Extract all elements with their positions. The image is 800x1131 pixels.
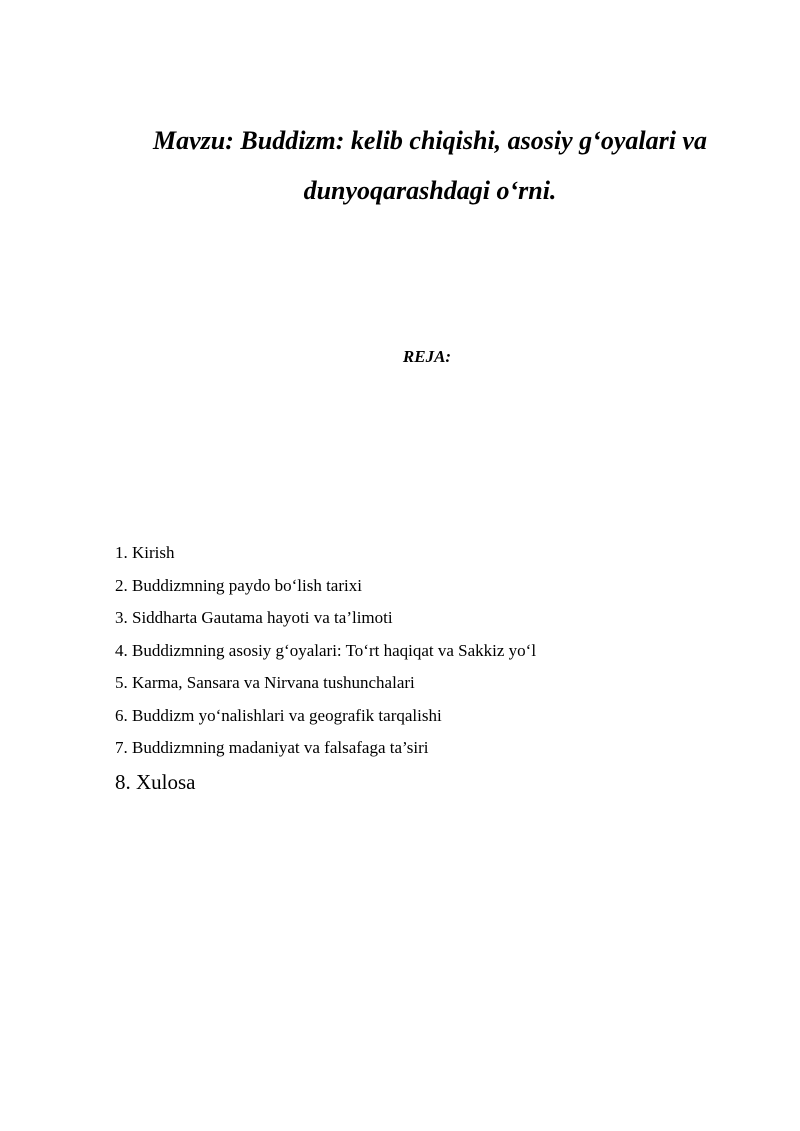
plan-list [115, 537, 755, 799]
document-title-line-1: Mavzu: Buddizm: kelib chiqishi, asosiy g‘oyalari va [153, 126, 707, 155]
plan-item: 3. Siddharta Gautama hayoti va ta’limoti [115, 608, 393, 627]
plan-item: 4. Buddizmning asosiy g‘oyalari: To‘rt haqiqat va Sakkiz yo‘l [115, 640, 537, 660]
plan-item: 8. Xulosa [115, 769, 196, 794]
plan-heading: REJA: [402, 347, 452, 366]
document-title-line-2: dunyoqarashdagi o‘rni. [303, 176, 557, 205]
plan-item: 7. Buddizmning madaniyat va falsafaga ta’siri [115, 738, 429, 757]
plan-item: 5. Karma, Sansara va Nirvana tushunchalari [115, 673, 415, 692]
plan-item: 1. Kirish [115, 543, 175, 562]
plan-item: 2. Buddizmning paydo bo‘lish tarixi [115, 575, 362, 595]
document-title [110, 116, 750, 216]
plan-item: 6. Buddizm yo‘nalishlari va geografik tarqalishi [115, 705, 442, 725]
